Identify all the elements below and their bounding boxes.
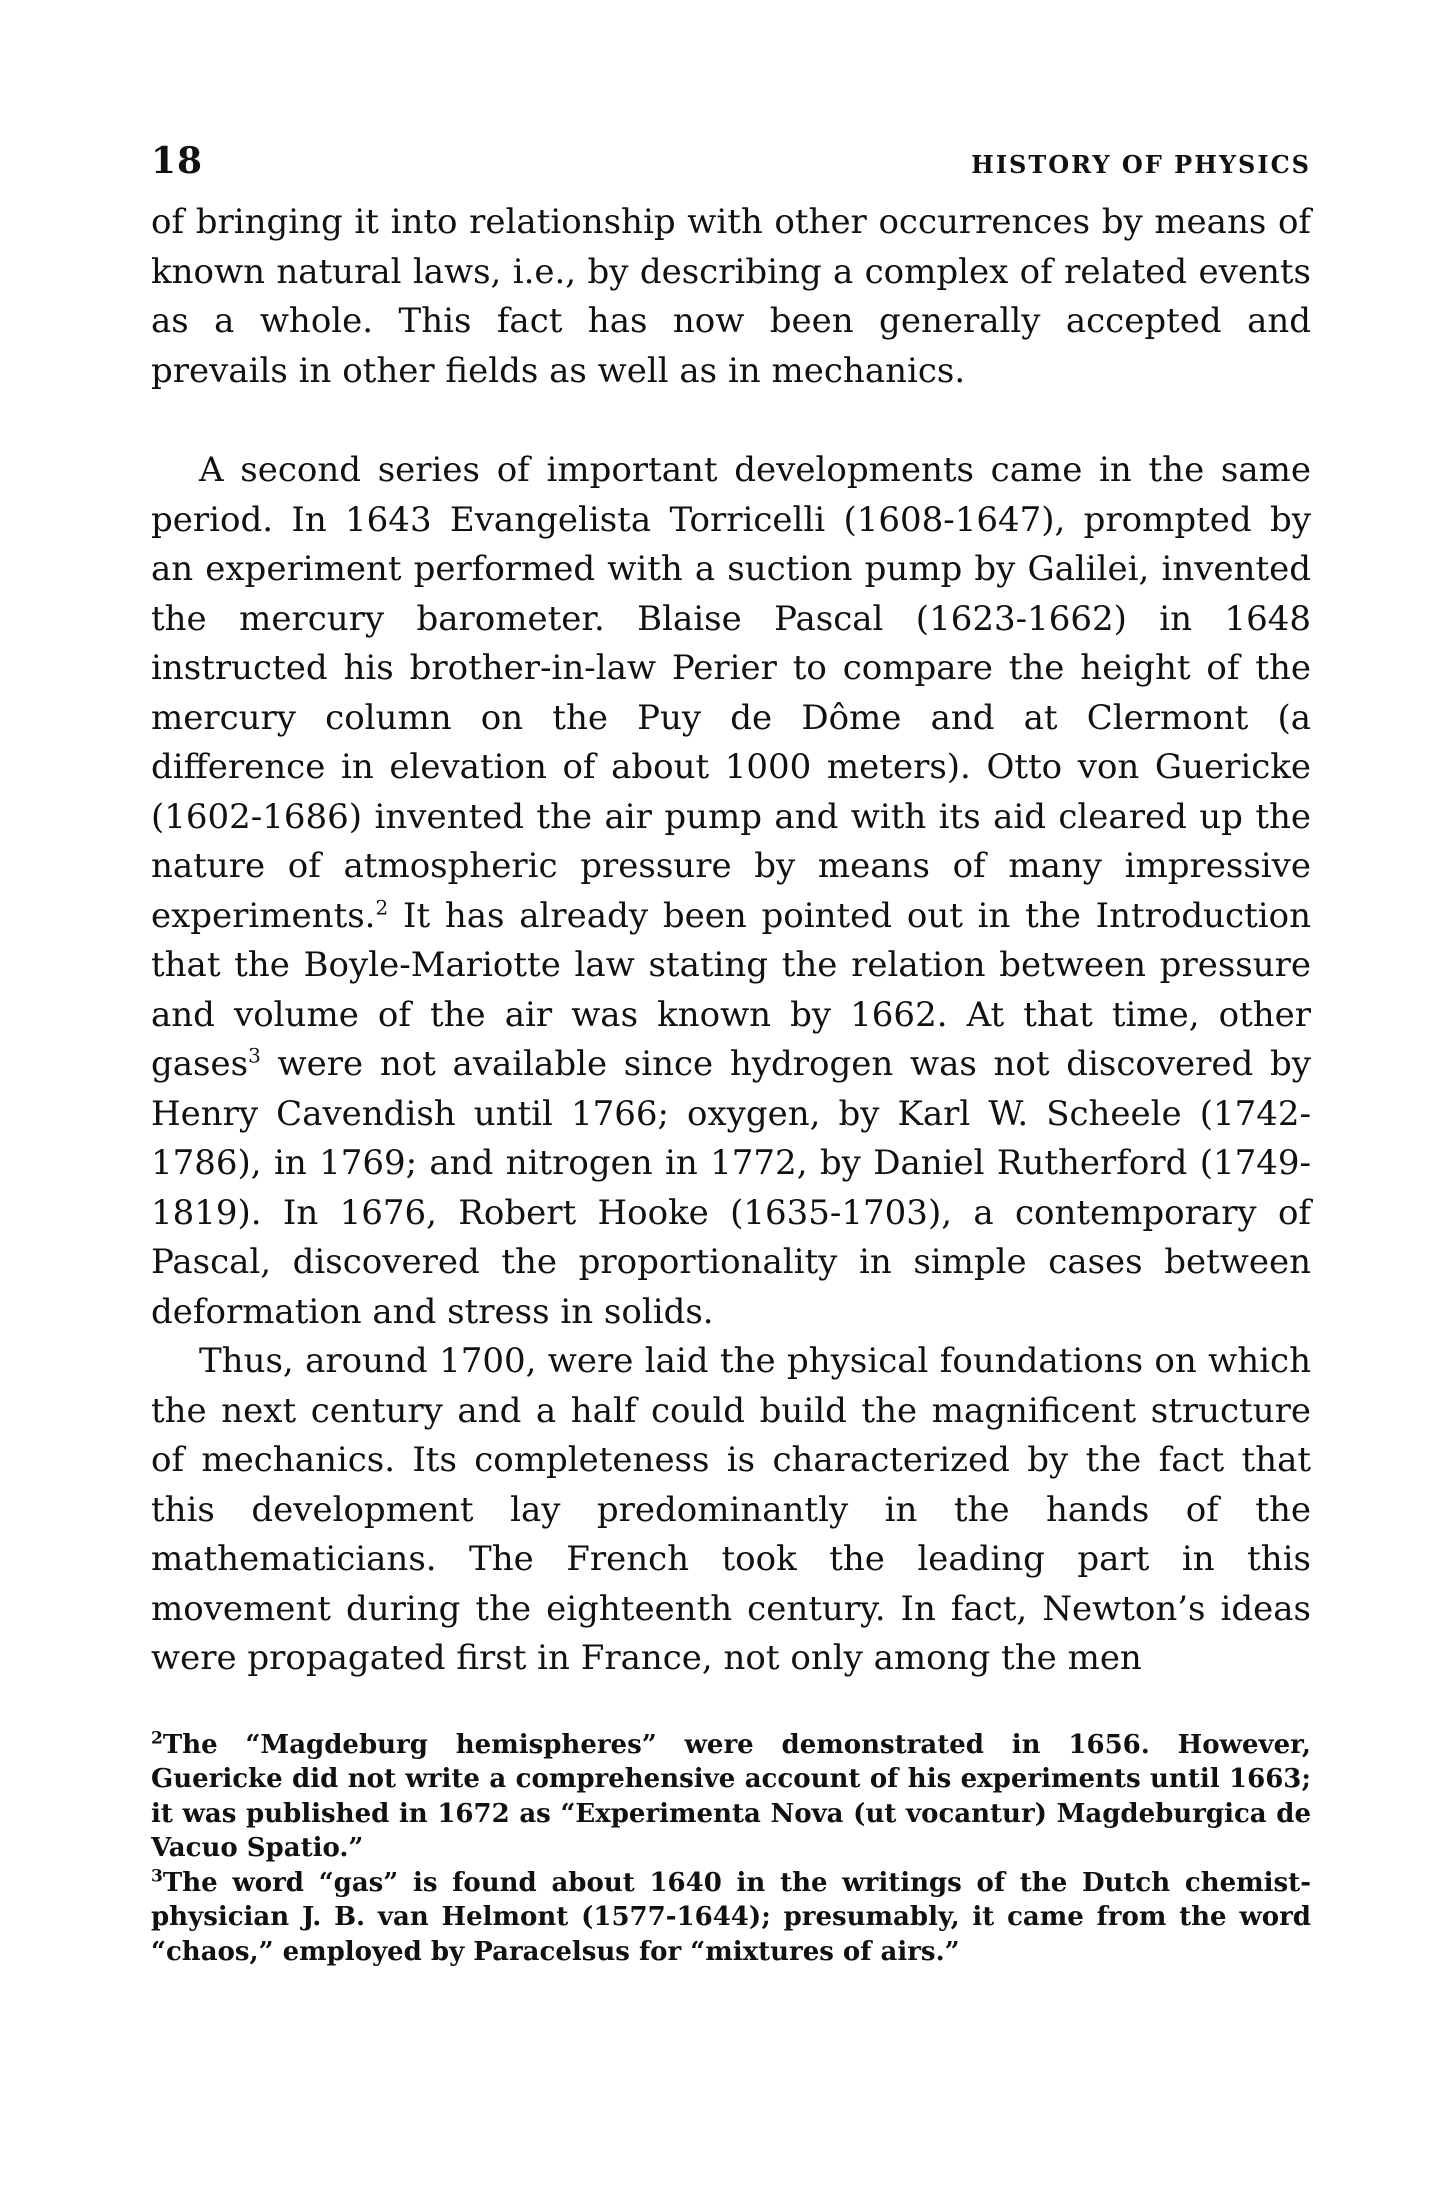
- footnote-marker: 2: [151, 1727, 163, 1748]
- footnote-marker: 3: [151, 1865, 163, 1886]
- running-head: [151, 140, 1311, 180]
- paragraph-thus-around-1700: Thus, around 1700, were laid the physical foundations on which the next century and a half could build the magnificent structure of mechanics. Its completeness is characterized by the fact that this development lay predominantly in the hands of the mathematicians. The French took the leading part in this movement during the eighteenth century. In fact, Newton’s ideas were propagated first in France, not only among the men: [151, 1341, 1311, 1678]
- running-title: HISTORY OF PHYSICS: [971, 150, 1311, 179]
- footnote-reference: 2: [375, 895, 389, 920]
- footnote-text: The word “gas” is found about 1640 in the writings of the Dutch chemist-physician J. B. van Helmont (1577-1644); presumably, it came from the word “chaos,” employed by Paracelsus for “mixtures of airs.”: [151, 1867, 1311, 1967]
- paragraph-text: A second series of important developments came in the same period. In 1643 Evangelista Torricelli (1608-1647), prompted by an experiment performed with a suction pump by Galilei, invented the mercury barometer. Blaise Pascal (1623-1662) in 1648 instructed his brother-in-law Perier to compare the height of the mercury column on the Puy de Dôme and at Clermont (a difference in elevation of about 1000 meters). Otto von Guericke (1602-1686) invented the air pump and with its aid cleared up the nature of atmospheric pressure by means of many impressive experiments.: [151, 450, 1311, 936]
- footnote-reference: 3: [248, 1043, 261, 1068]
- paragraph-text: were not available since hydrogen was not discovered by Henry Cavendish until 1766; oxygen, by Karl W. Scheele (1742-1786), in 1769; and nitrogen in 1772, by Daniel Rutherford (1749-1819). In 1676, Robert Hooke (1635-1703), a contemporary of Pascal, discovered the proportionality in simple cases between deformation and stress in solids.: [151, 1044, 1311, 1332]
- paragraph-continued: of bringing it into relationship with other occurrences by means of known natural laws, i.e., by describing a complex of related events as a whole. This fact has now been generally accepted and prevails in other fields as well as in mechanics.: [151, 202, 1311, 391]
- paragraph-text: It has already been pointed out in the Introduction that the Boyle-Mariotte law stating the relation between pressure and volume of the air was known by 1662. At that time, other gases: [151, 895, 1311, 1084]
- body-text: [151, 198, 1311, 1684]
- footnote-text: The “Magdeburg hemispheres” were demonstrated in 1656. However, Guericke did not write a comprehensive account of his experiments until 1663; it was published in 1672 as “Experimenta Nova (ut vocantur) Magdeburgica de Vacuo Spatio.”: [151, 1729, 1311, 1863]
- page-number: 18: [151, 140, 204, 182]
- paragraph-spacer: [151, 396, 1311, 446]
- paragraph-second-series: [151, 446, 1311, 1337]
- footnote: [151, 1728, 1311, 1866]
- footnotes: [151, 1728, 1311, 1970]
- book-page: [151, 140, 1311, 1969]
- footnote: [151, 1866, 1311, 1970]
